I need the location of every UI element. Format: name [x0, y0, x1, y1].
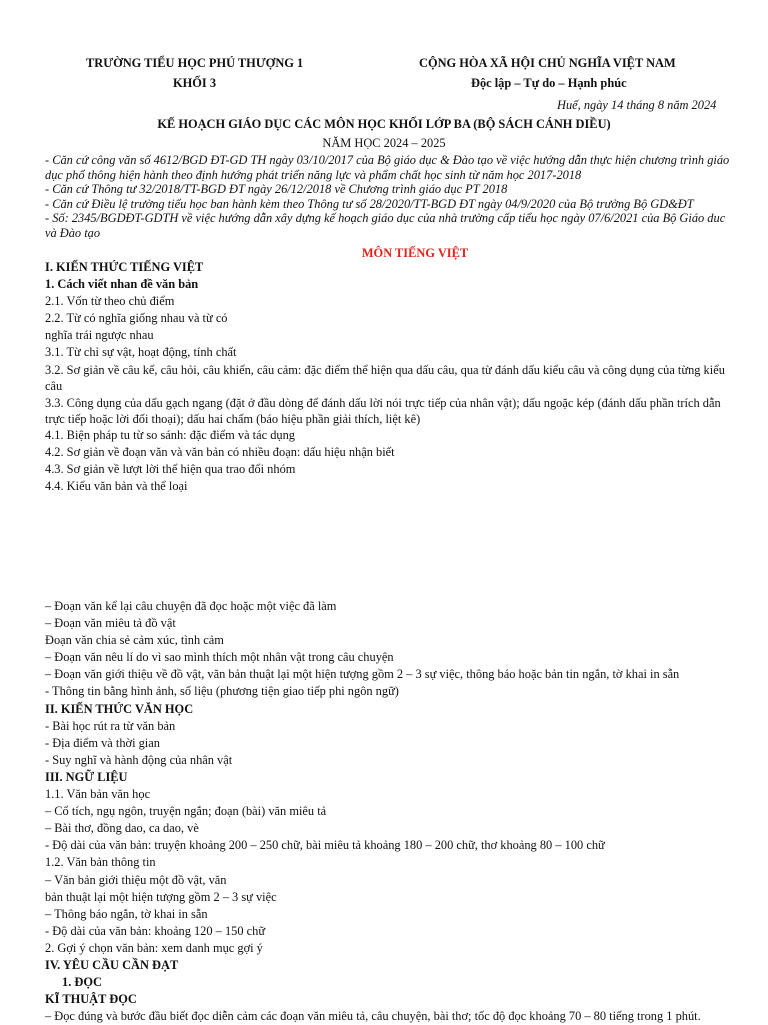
list-item: nghĩa trái ngược nhau — [45, 328, 154, 343]
list-item: Đoạn văn chia sẻ cảm xúc, tình cảm — [45, 633, 224, 648]
grade-label: KHỐI 3 — [173, 76, 217, 90]
list-item: – Đoạn văn kể lại câu chuyện đã đọc hoặc một việc đã làm — [45, 599, 337, 613]
section-heading: II. KIẾN THỨC VĂN HỌC — [45, 701, 194, 716]
school-year: NĂM HỌC 2024 – 2025 — [322, 136, 446, 150]
school-name: TRƯỜNG TIỂU HỌC PHÚ THƯỢNG 1 — [86, 56, 304, 70]
lower-content — [45, 598, 737, 1025]
list-item: 2.1. Vốn từ theo chủ điểm — [45, 294, 175, 309]
list-item: – Văn bản giới thiệu một đồ vật, văn — [45, 872, 227, 887]
legal-basis-item: - Số: 2345/BGDĐT-GDTH về việc hướng dẫn xây dựng kế hoạch giáo dục của nhà trường cấp tiểu học ngày 07/6/2021 của Bộ Giáo duc và Đào tạo — [45, 211, 726, 240]
subsection-heading: KĨ THUẬT ĐỌC — [45, 992, 137, 1007]
list-item: 4.1. Biện pháp tu từ so sánh: đặc điểm và tác dụng — [45, 428, 296, 443]
list-item: - Địa điểm và thời gian — [45, 735, 160, 750]
list-item: - Bài học rút ra từ văn bản — [45, 718, 176, 733]
list-item: – Thông báo ngắn, tờ khai in sẵn — [45, 906, 208, 921]
list-item: - Độ dài của văn bản: khoảng 120 – 150 chữ — [45, 923, 266, 938]
list-item: 4.4. Kiểu văn bản và thể loại — [45, 479, 188, 494]
list-item: – Cổ tích, ngụ ngôn, truyện ngắn; đoạn (bài) văn miêu tả — [45, 804, 327, 819]
list-item: – Đoạn văn miêu tả đồ vật — [45, 616, 176, 631]
subject-title: MÔN TIẾNG VIỆT — [361, 246, 469, 260]
legal-basis-item: - Căn cứ công văn số 4612/BGD ĐT-GD TH ngày 03/10/2017 của Bộ giáo dục & Đào tạo về việc hướng dẫn thực hiện chương trình giáo dục phổ thông hiện hành theo định hướng phát triển năng lực và phẩm chất học sinh từ năm học 2017-2018 — [45, 153, 730, 182]
list-item: 3.3. Công dụng của dấu gạch ngang (đặt ở đầu dòng để đánh dấu lời nói trực tiếp của nhân vật); dấu ngoặc kép (đánh dấu phần trích dẫn trực tiếp hoặc lời đối thoại); dấu hai chấm (báo hiệu phần giải thích, liệt kê) — [45, 395, 721, 426]
section-heading: I. KIẾN THỨC TIẾNG VIỆT — [45, 260, 204, 274]
subsection-heading: 1. ĐỌC — [62, 975, 102, 990]
list-item: – Đoạn văn giới thiệu về đồ vật, văn bản thuật lại một hiện tượng gồm 2 – 3 sự việc, thông báo hoặc bản tin ngắn, tờ khai in sẵn — [45, 667, 680, 682]
national-motto: Độc lập – Tự do – Hạnh phúc — [471, 76, 627, 90]
section-heading: III. NGỮ LIỆU — [45, 769, 128, 784]
list-item: – Đoạn văn nêu lí do vì sao mình thích một nhân vật trong câu chuyện — [45, 650, 394, 665]
list-item: – Bài thơ, đồng dao, ca dao, vè — [45, 821, 199, 836]
legal-basis-item: - Căn cứ Điều lệ trường tiểu học ban hành kèm theo Thông tư số 28/2020/TT-BGD ĐT ngày 04/9/2020 của Bộ trưởng Bộ GD&ĐT — [45, 196, 694, 211]
document-title: KẾ HOẠCH GIÁO DỤC CÁC MÔN HỌC KHỐI LỚP BA (BỘ SÁCH CÁNH DIỀU) — [157, 117, 611, 131]
list-item: 1.2. Văn bản thông tin — [45, 855, 156, 870]
section-heading: IV. YÊU CẦU CẦN ĐẠT — [45, 957, 179, 972]
list-item: 2. Gợi ý chọn văn bản: xem danh mục gợi ý — [45, 940, 263, 955]
list-item: 3.1. Từ chỉ sự vật, hoạt động, tính chất — [45, 345, 237, 360]
subsection-heading: 1. Cách viết nhan đề văn bản — [45, 277, 199, 292]
legal-basis-item: - Căn cứ Thông tư 32/2018/TT-BGD ĐT ngày 26/12/2018 về Chương trình giáo dục PT 2018 — [45, 182, 508, 197]
legal-basis-list — [45, 153, 737, 241]
list-item: - Suy nghĩ và hành động của nhân vật — [45, 752, 233, 767]
list-item: - Thông tin bằng hình ảnh, số liệu (phương tiện giao tiếp phi ngôn ngữ) — [45, 684, 399, 699]
list-item: – Đọc đúng và bước đầu biết đọc diễn cảm các đoạn văn miêu tả, câu chuyện, bài thơ; tốc độ đọc khoảng 70 – 80 tiếng trong 1 phút. — [45, 1009, 701, 1024]
list-item: 1.1. Văn bản văn học — [45, 787, 151, 802]
list-item: - Độ dài của văn bản: truyện khoảng 200 – 250 chữ, bài miêu tả khoảng 180 – 200 chữ, thơ khoảng 80 – 100 chữ — [45, 838, 605, 853]
list-item: 2.2. Từ có nghĩa giống nhau và từ có — [45, 311, 228, 326]
place-date: Huế, ngày 14 tháng 8 năm 2024 — [557, 98, 717, 112]
list-item: bản thuật lại một hiện tượng gồm 2 – 3 sự việc — [45, 889, 277, 904]
list-item: 4.2. Sơ giản về đoạn văn và văn bản có nhiều đoạn: dấu hiệu nhận biết — [45, 445, 395, 460]
list-item: 3.2. Sơ giản về câu kể, câu hỏi, câu khiến, câu cảm: đặc điểm thể hiện qua dấu câu, qua từ đánh dấu kiểu câu và công dụng của từng kiểu câu — [45, 363, 725, 394]
list-item: 4.3. Sơ giản về lượt lời thể hiện qua trao đổi nhóm — [45, 462, 296, 477]
nation-name: CỘNG HÒA XÃ HỘI CHỦ NGHĨA VIỆT NAM — [419, 56, 676, 70]
section-vietnamese-knowledge — [45, 259, 737, 495]
